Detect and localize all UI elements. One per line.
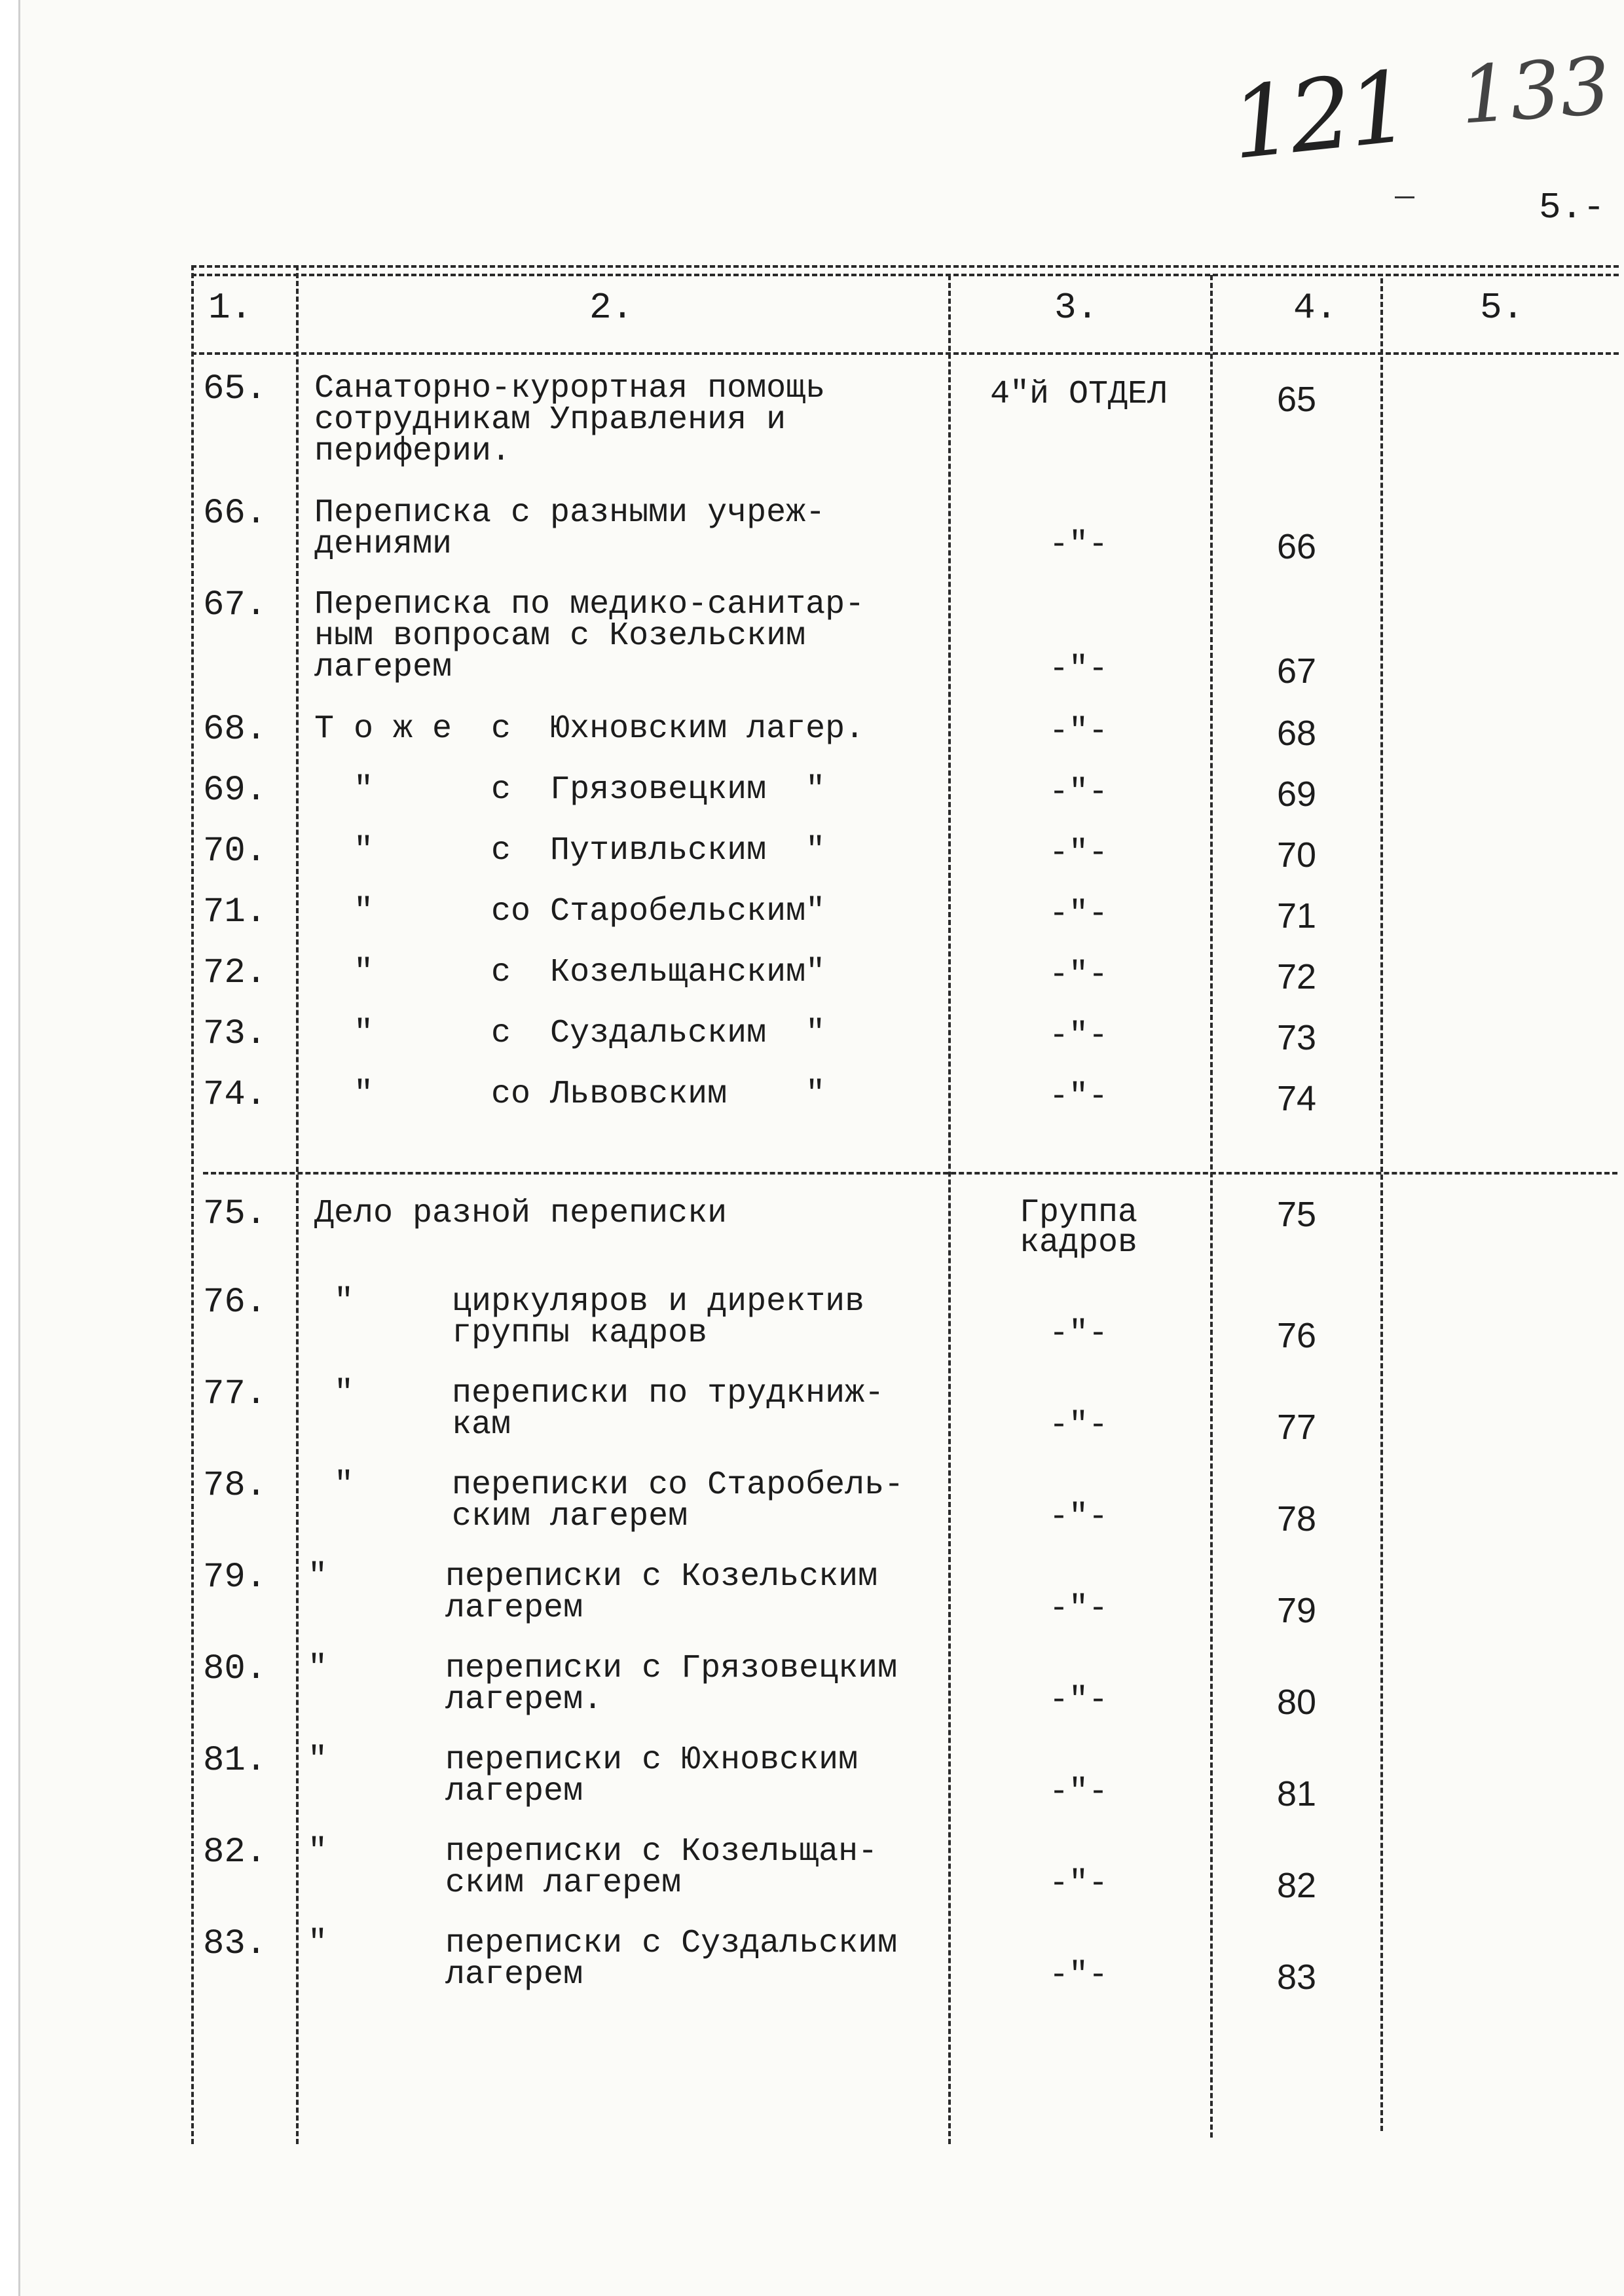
row-number: 71.: [203, 892, 267, 932]
row-number: 75.: [203, 1194, 267, 1234]
row-number: 79.: [203, 1558, 267, 1597]
row-number: 73.: [203, 1014, 267, 1054]
row-index: 65: [1276, 380, 1317, 419]
row-unit: -"-: [1048, 1957, 1108, 1994]
row-index: 80: [1276, 1683, 1317, 1722]
row-description: " переписки по трудкниж- кам: [334, 1375, 885, 1444]
row-index: 71: [1276, 896, 1317, 936]
row-unit: -"-: [1048, 774, 1108, 811]
table-top-rule: [191, 265, 1619, 268]
row-description: " переписки с Козельским лагерем: [308, 1558, 878, 1627]
header-col-1: 1.: [208, 287, 253, 329]
row-description: " с Козельщанским": [314, 954, 826, 991]
section-separator-rule: [203, 1172, 1617, 1175]
row-number: 81.: [203, 1741, 267, 1781]
row-index: 69: [1276, 774, 1317, 814]
row-unit: -"-: [1048, 526, 1108, 564]
row-description: " циркуляров и директив группы кадров: [334, 1283, 865, 1352]
row-unit: -"-: [1048, 1078, 1108, 1116]
page-number: 5.-: [1539, 187, 1605, 228]
row-number: 78.: [203, 1466, 267, 1506]
row-unit: -"-: [1048, 1774, 1108, 1811]
row-index: 73: [1276, 1018, 1317, 1057]
header-col-5: 5.: [1480, 287, 1524, 329]
row-unit: 4"й ОТДЕЛ: [989, 376, 1168, 413]
row-description: " переписки с Юхновским лагерем: [308, 1741, 858, 1810]
row-unit: -"-: [1048, 1315, 1108, 1353]
row-number: 76.: [203, 1283, 267, 1322]
row-number: 67.: [203, 585, 267, 625]
row-unit: -"-: [1048, 1499, 1108, 1536]
row-number: 72.: [203, 953, 267, 993]
row-number: 66.: [203, 494, 267, 534]
header-col-3: 3.: [1054, 287, 1099, 329]
row-number: 65.: [203, 369, 267, 409]
row-description: " переписки с Грязовецким лагерем.: [308, 1650, 898, 1719]
col1-col2-rule: [296, 265, 299, 2144]
row-unit: -"-: [1048, 651, 1108, 688]
row-unit: -"-: [1048, 1682, 1108, 1719]
row-unit: -"-: [1048, 957, 1108, 994]
archive-number-handwritten: 121: [1225, 50, 1412, 182]
row-unit: -"-: [1048, 835, 1108, 872]
row-index: 74: [1276, 1079, 1317, 1118]
row-index: 79: [1276, 1591, 1317, 1630]
row-description: " переписки со Старобель- ским лагерем: [334, 1467, 904, 1535]
pencil-mark: [1395, 196, 1414, 198]
row-index: 72: [1276, 957, 1317, 996]
row-number: 83.: [203, 1924, 267, 1964]
header-col-4: 4.: [1293, 287, 1338, 329]
row-unit: -"-: [1048, 1017, 1108, 1055]
row-index: 75: [1276, 1195, 1317, 1234]
row-index: 76: [1276, 1316, 1317, 1355]
row-index: 67: [1276, 651, 1317, 691]
row-description: " со Старобельским": [314, 893, 826, 930]
table-left-rule: [191, 265, 194, 2144]
row-description: Переписка с разными учреж- дениями: [314, 494, 826, 563]
row-description: " с Суздальским ": [314, 1015, 826, 1052]
row-unit: -"-: [1048, 1590, 1108, 1628]
row-description: Т о ж е с Юхновским лагер.: [314, 710, 865, 748]
row-index: 77: [1276, 1408, 1317, 1447]
row-unit: -"-: [1048, 896, 1108, 933]
row-number: 80.: [203, 1649, 267, 1689]
row-index: 70: [1276, 835, 1317, 875]
row-description: " с Грязовецким ": [314, 771, 826, 809]
row-number: 69.: [203, 771, 267, 811]
row-index: 66: [1276, 527, 1317, 566]
row-number: 74.: [203, 1075, 267, 1115]
header-bottom-rule: [191, 352, 1619, 355]
row-description: Санаторно-курортная помощь сотрудникам Управления и периферии.: [314, 370, 826, 470]
row-unit: -"-: [1048, 1865, 1108, 1903]
row-description: " со Львовским ": [314, 1076, 826, 1113]
row-unit: Группа кадров: [1019, 1194, 1138, 1262]
row-description: " переписки с Суздальским лагерем: [308, 1925, 898, 1994]
row-description: " переписки с Козельщан- ским лагерем: [308, 1833, 878, 1902]
row-index: 83: [1276, 1958, 1317, 1997]
row-description: Переписка по медико-санитар- ным вопросам с Козельским лагерем: [314, 586, 865, 686]
row-index: 81: [1276, 1774, 1317, 1813]
row-number: 77.: [203, 1374, 267, 1414]
table-top-rule-2: [191, 274, 1619, 276]
row-index: 68: [1276, 714, 1317, 753]
row-index: 78: [1276, 1499, 1317, 1539]
row-number: 70.: [203, 831, 267, 871]
sheet-number-handwritten: 133: [1457, 41, 1614, 142]
row-description: Дело разной переписки: [314, 1195, 728, 1232]
row-number: 82.: [203, 1832, 267, 1872]
row-number: 68.: [203, 710, 267, 750]
header-col-2: 2.: [589, 287, 634, 329]
row-unit: -"-: [1048, 713, 1108, 750]
col4-col5-rule: [1380, 278, 1383, 2131]
col3-col4-rule: [1210, 275, 1213, 2138]
row-description: " с Путивльским ": [314, 832, 826, 869]
row-index: 82: [1276, 1866, 1317, 1905]
row-unit: -"-: [1048, 1407, 1108, 1444]
